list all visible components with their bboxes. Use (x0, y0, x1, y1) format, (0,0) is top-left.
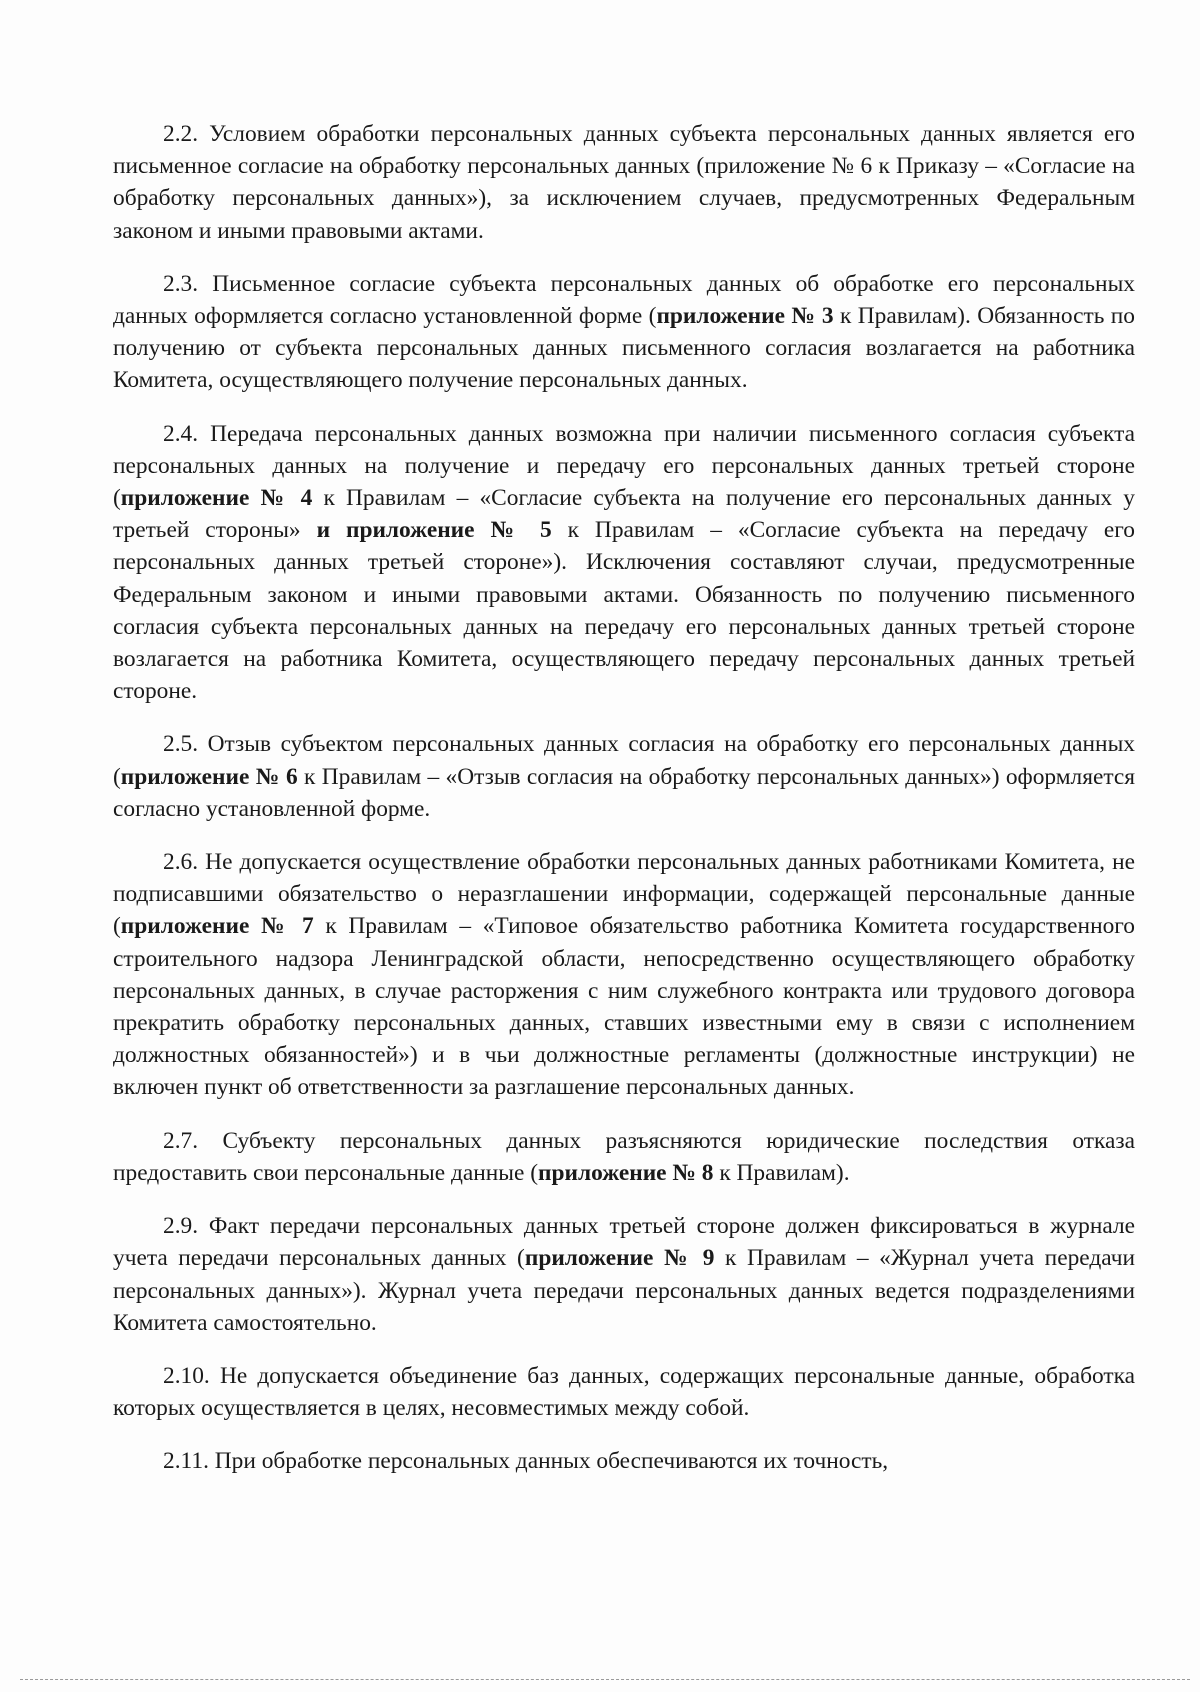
appendix-reference: и приложение № 5 (316, 517, 552, 544)
appendix-reference: приложение № 3 (656, 303, 834, 330)
page-bottom-edge (20, 1679, 1190, 1680)
paragraph-text: 2.11. При обработке персональных данных обеспечиваются их точность, (163, 1448, 889, 1475)
paragraph-2-10 (113, 1360, 1135, 1424)
paragraph-2-4 (113, 418, 1135, 708)
paragraph-text: к Правилам – «Согласие субъекта на получение его персональных данных у третьей стороны» (113, 485, 1135, 544)
appendix-reference: приложение № 6 (120, 763, 298, 790)
paragraph-2-11 (113, 1445, 1135, 1477)
paragraph-2-2 (113, 118, 1135, 247)
paragraph-2-7 (113, 1125, 1135, 1189)
paragraph-text: 2.10. Не допускается объединение баз данных, содержащих персональные данные, обработка которых осуществляется в целях, несовместимых между собой. (113, 1362, 1135, 1422)
document-body (113, 118, 1135, 1499)
paragraph-2-5 (113, 728, 1135, 825)
paragraph-text: к Правилам – «Типовое обязательство работника Комитета государственного строительного надзора Ленинградской области, непосредственно осуществляющего обработку персональных данных, в случае расторжения с ним служебного контракта или трудового договора прекратить обработку персональных данных, ставших известными ему в связи с исполнением должностных обязанностей») и в чьи должностные регламенты (должностные инструкции) не включен пункт об ответственности за разглашение персональных данных. (113, 913, 1135, 1101)
paragraph-text: к Правилам – «Отзыв согласия на обработку персональных данных») оформляется согласно установленной форме. (113, 763, 1135, 822)
appendix-reference: приложение № 4 (120, 485, 313, 512)
appendix-reference: приложение № 9 (524, 1245, 715, 1272)
paragraph-text: 2.5. Отзыв субъектом персональных данных согласия на обработку его персональных данных ( (113, 731, 1135, 790)
paragraph-2-9 (113, 1210, 1135, 1339)
paragraph-text: 2.7. Субъекту персональных данных разъясняются юридические последствия отказа предоставить свои персональные данные ( (113, 1127, 1135, 1186)
paragraph-text: к Правилам – «Согласие субъекта на передачу его персональных данных третьей стороне»). Исключения составляют случаи, предусмотренные Федеральным законом и иными правовыми актами. Обязанность по получению письменного согласия субъекта персональных данных на передачу его персональных данных третьей стороне возлагается на работника Комитета, осуществляющего передачу персональных данных третьей стороне. (113, 517, 1136, 705)
paragraph-text: 2.4. Передача персональных данных возможна при наличии письменного согласия субъекта персональных данных на получение и передачу его персональных данных третьей стороне ( (113, 420, 1135, 512)
paragraph-text: 2.2. Условием обработки персональных данных субъекта персональных данных является его письменное согласие на обработку персональных данных (приложение № 6 к Приказу – «Согласие на обработку персональных данных»), за исключением случаев, предусмотренных Федеральным законом и иными правовыми актами. (113, 121, 1135, 244)
paragraph-text: к Правилам). Обязанность по получению от субъекта персональных данных письменного согласия возлагается на работника Комитета, осуществляющего получение персональных данных. (113, 303, 1136, 394)
appendix-reference: приложение № 7 (120, 913, 314, 940)
paragraph-text: к Правилам). (713, 1159, 850, 1186)
paragraph-text: 2.6. Не допускается осуществление обработки персональных данных работниками Комитета, не подписавшими обязательство о неразглашении информации, содержащей персональные данные ( (113, 849, 1135, 940)
paragraph-text: 2.9. Факт передачи персональных данных третьей стороне должен фиксироваться в журнале учета передачи персональных данных ( (113, 1213, 1135, 1272)
appendix-reference: приложение № 8 (538, 1159, 714, 1186)
paragraph-text: к Правилам – «Журнал учета передачи персональных данных»). Журнал учета передачи персональных данных ведется подразделениями Комитета самостоятельно. (113, 1245, 1135, 1336)
paragraph-2-3 (113, 268, 1135, 397)
paragraph-2-6 (113, 846, 1135, 1104)
paragraph-text: 2.3. Письменное согласие субъекта персональных данных об обработке его персональных данных оформляется согласно установленной форме ( (113, 270, 1135, 330)
